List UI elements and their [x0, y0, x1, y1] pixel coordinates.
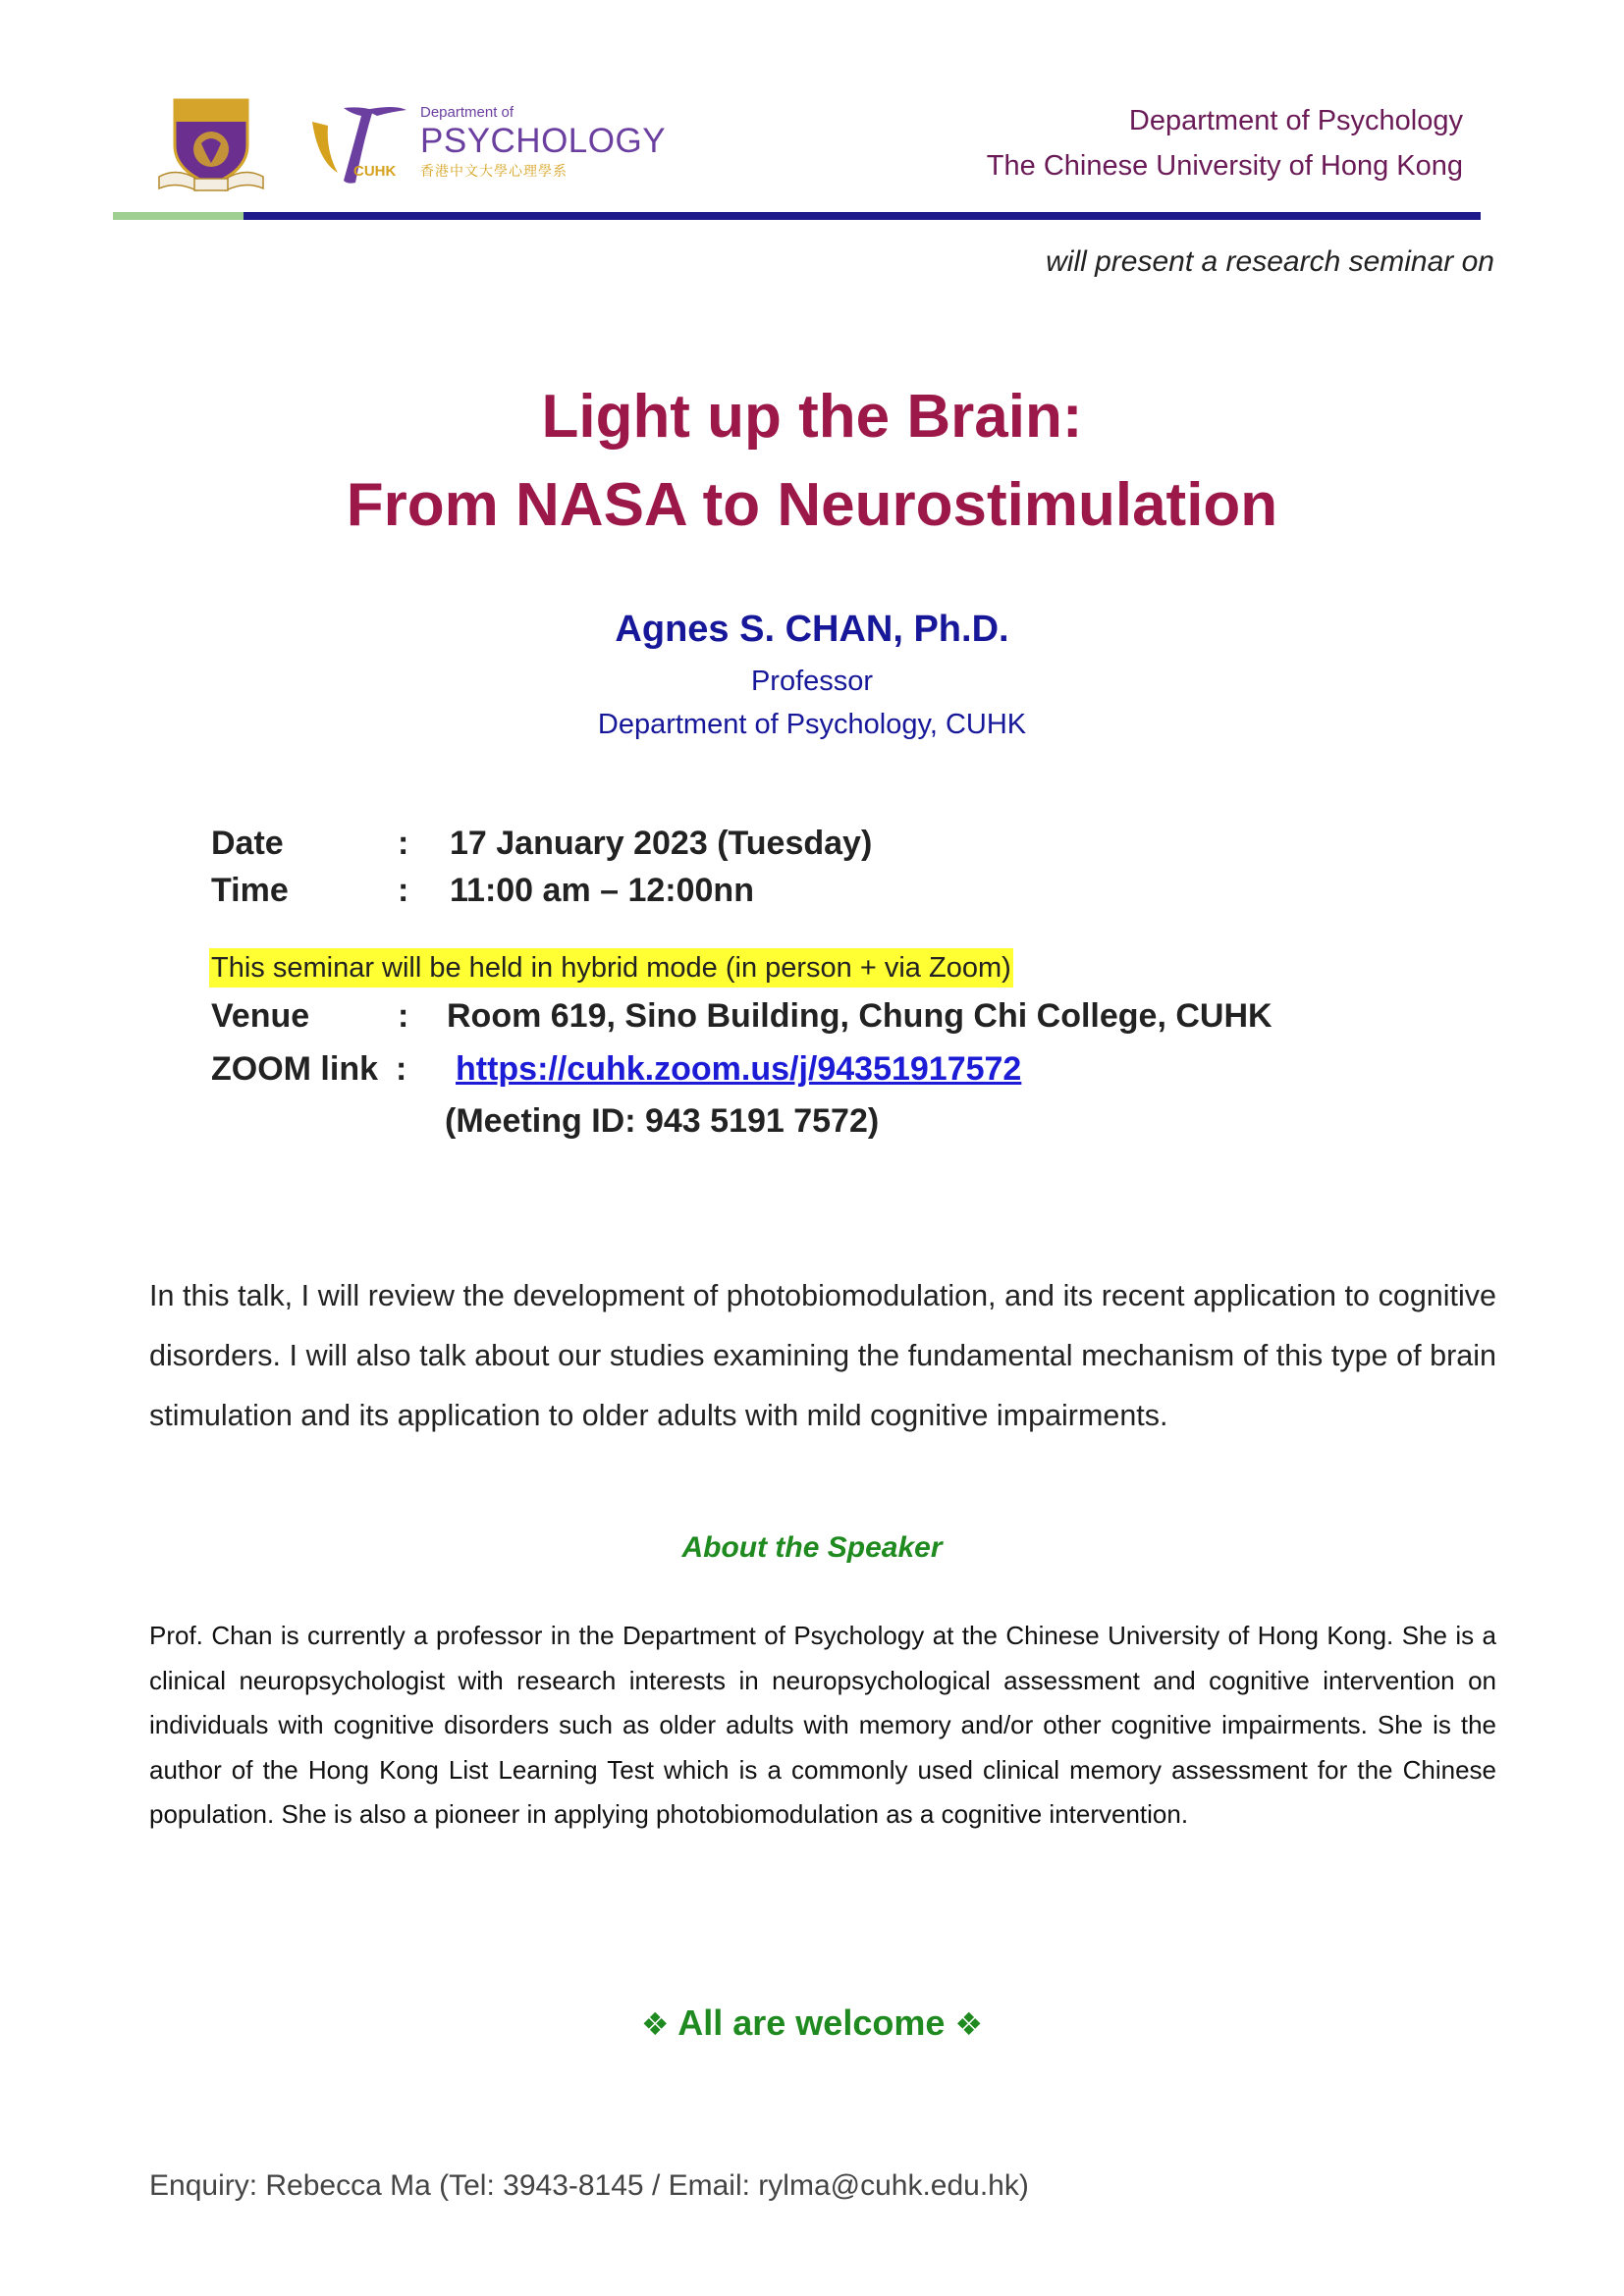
meeting-id: (Meeting ID: 943 5191 7572)	[445, 1102, 880, 1140]
header-department: Department of Psychology	[1128, 105, 1463, 136]
intro-text: will present a research seminar on	[1046, 245, 1494, 278]
enquiry-contact: Enquiry: Rebecca Ma (Tel: 3943-8145 / Email: rylma@cuhk.edu.hk)	[149, 2169, 1029, 2202]
zoom-label: ZOOM link	[211, 1050, 378, 1088]
logo-chinese-text: 香港中文大學心理學系	[420, 163, 568, 179]
date-colon: :	[398, 825, 409, 862]
header-university: The Chinese University of Hong Kong	[986, 150, 1463, 182]
header-rule-blue	[244, 212, 1481, 220]
speaker-block	[0, 599, 1624, 746]
header-rule-green	[113, 212, 244, 220]
zoom-link[interactable]: https://cuhk.zoom.us/j/94351917572	[456, 1050, 1022, 1088]
logo-dept-text: Department of	[420, 104, 514, 121]
logo-cuhk-text: CUHK	[353, 163, 397, 180]
time-colon: :	[398, 872, 409, 909]
zoom-colon: :	[396, 1050, 407, 1088]
date-label: Date	[211, 825, 284, 862]
seminar-title	[0, 373, 1624, 550]
date-value: 17 January 2023 (Tuesday)	[450, 825, 873, 862]
header-institution	[987, 98, 1463, 188]
title-line-1: Light up the Brain:	[541, 383, 1083, 451]
psychology-logo	[304, 102, 667, 190]
time-value: 11:00 am – 12:00nn	[450, 872, 754, 909]
time-label: Time	[211, 872, 289, 909]
logo-name-text: PSYCHOLOGY	[420, 122, 667, 160]
hybrid-note: This seminar will be held in hybrid mode (in person + via Zoom)	[209, 948, 1013, 988]
welcome-line	[0, 2002, 1624, 2044]
ornament-right-icon: ❖	[954, 2006, 984, 2042]
cuhk-crest-icon	[157, 94, 265, 192]
about-speaker-heading: About the Speaker	[681, 1531, 943, 1564]
venue-colon: :	[398, 997, 409, 1035]
ornament-left-icon: ❖	[640, 2006, 670, 2042]
welcome-text: All are welcome	[677, 2002, 946, 2043]
abstract-paragraph: In this talk, I will review the development of photobiomodulation, and its recent application to cognitive disorders. I will also talk about our studies examining the fundamental mechanism of this type of brain stimulation and its application to older adults with mild cognitive impairments.	[149, 1279, 1496, 1432]
speaker-affiliation: Department of Psychology, CUHK	[597, 709, 1027, 740]
speaker-bio: Prof. Chan is currently a professor in the Department of Psychology at the Chinese University of Hong Kong. She is a clinical neuropsychologist with research interests in neuropsychological assessment and cognitive intervention on individuals with cognitive disorders such as older adults with memory and/or other cognitive impairments. She is the author of the Hong Kong List Learning Test which is a commonly used clinical memory assessment for the Chinese population. She is also a pioneer in applying photobiomodulation as a cognitive intervention.	[149, 1621, 1496, 1829]
venue-value: Room 619, Sino Building, Chung Chi College, CUHK	[447, 997, 1272, 1035]
title-line-2: From NASA to Neurostimulation	[346, 471, 1278, 539]
venue-label: Venue	[211, 997, 310, 1035]
speaker-name: Agnes S. CHAN, Ph.D.	[615, 609, 1009, 650]
speaker-position: Professor	[750, 666, 874, 697]
